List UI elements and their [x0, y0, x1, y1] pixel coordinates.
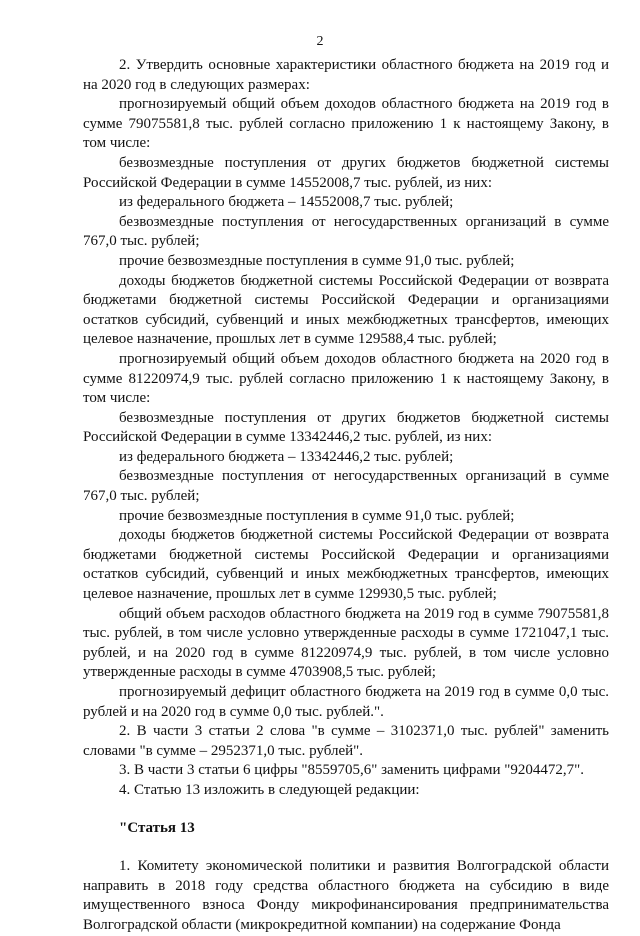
paragraph: безвозмездные поступления от других бюджетов бюджетной системы Российской Федерации в сумме 14552008,7 тыс. рублей, из них: — [83, 154, 609, 191]
paragraph: 2. В части 3 статьи 2 слова "в сумме – 3102371,0 тыс. рублей" заменить словами "в сумме – 2952371,0 тыс. рублей". — [83, 723, 609, 759]
paragraph: 4. Статью 13 изложить в следующей редакции: — [119, 781, 420, 798]
paragraph: прогнозируемый общий объем доходов областного бюджета на 2020 год в сумме 81220974,9 тыс. рублей согласно приложению 1 к настоящему Закону, в том числе: — [83, 350, 609, 407]
article-heading: "Статья 13 — [119, 819, 195, 836]
paragraph: прочие безвозмездные поступления в сумме 91,0 тыс. рублей; — [119, 252, 515, 269]
paragraph: безвозмездные поступления от негосударственных организаций в сумме 767,0 тыс. рублей; — [83, 213, 609, 250]
page-number: 2 — [316, 34, 324, 49]
paragraph: общий объем расходов областного бюджета на 2019 год в сумме 79075581,8 тыс. рублей, в том числе условно утвержденные расходы в сумме 1721047,1 тыс. рублей, и на 2020 год в сумме 81220974,9 тыс. рублей, в том числе условно утвержденные расходы в сумме 4703908,5 тыс. рублей; — [83, 605, 609, 681]
document-body — [83, 56, 609, 936]
paragraph: безвозмездные поступления от других бюджетов бюджетной системы Российской Федерации в сумме 13342446,2 тыс. рублей, из них: — [83, 409, 609, 446]
paragraph: из федерального бюджета – 13342446,2 тыс. рублей; — [119, 448, 454, 465]
spacer — [83, 838, 609, 857]
paragraph: из федерального бюджета – 14552008,7 тыс. рублей; — [119, 194, 454, 211]
paragraph: прогнозируемый общий объем доходов областного бюджета на 2019 год в сумме 79075581,8 тыс. рублей согласно приложению 1 к настоящему Закону, в том числе: — [83, 96, 609, 152]
paragraph: 3. В части 3 статьи 6 цифры "8559705,6" заменить цифрами "9204472,7". — [119, 762, 585, 779]
paragraph: безвозмездные поступления от негосударственных организаций в сумме 767,0 тыс. рублей; — [83, 468, 609, 505]
paragraph: прогнозируемый дефицит областного бюджета на 2019 год в сумме 0,0 тыс. рублей и на 2020 год в сумме 0,0 тыс. рублей.". — [83, 684, 609, 720]
paragraph: 1. Комитету экономической политики и развития Волгоградской области направить в 2018 году средства областного бюджета на субсидию в виде имущественного взноса Фонду микрофинансирования предпринимательства Волгоградской области (микрокредитной компании) на содержание Фонда — [83, 858, 609, 933]
paragraph: доходы бюджетов бюджетной системы Российской Федерации от возврата бюджетами бюджетной системы Российской Федерации и организациями остатков субсидий, субвенций и иных межбюджетных трансфертов, имеющих целевое назначение, прошлых лет в сумме 129588,4 тыс. рублей; — [83, 272, 609, 348]
paragraph: доходы бюджетов бюджетной системы Российской Федерации от возврата бюджетами бюджетной системы Российской Федерации и организациями остатков субсидий, субвенций и иных межбюджетных трансфертов, имеющих целевое назначение, прошлых лет в сумме 129930,5 тыс. рублей; — [83, 527, 609, 603]
paragraph: 2. Утвердить основные характеристики областного бюджета на 2019 год и на 2020 год в следующих размерах: — [83, 57, 609, 93]
paragraph: прочие безвозмездные поступления в сумме 91,0 тыс. рублей; — [119, 507, 515, 524]
